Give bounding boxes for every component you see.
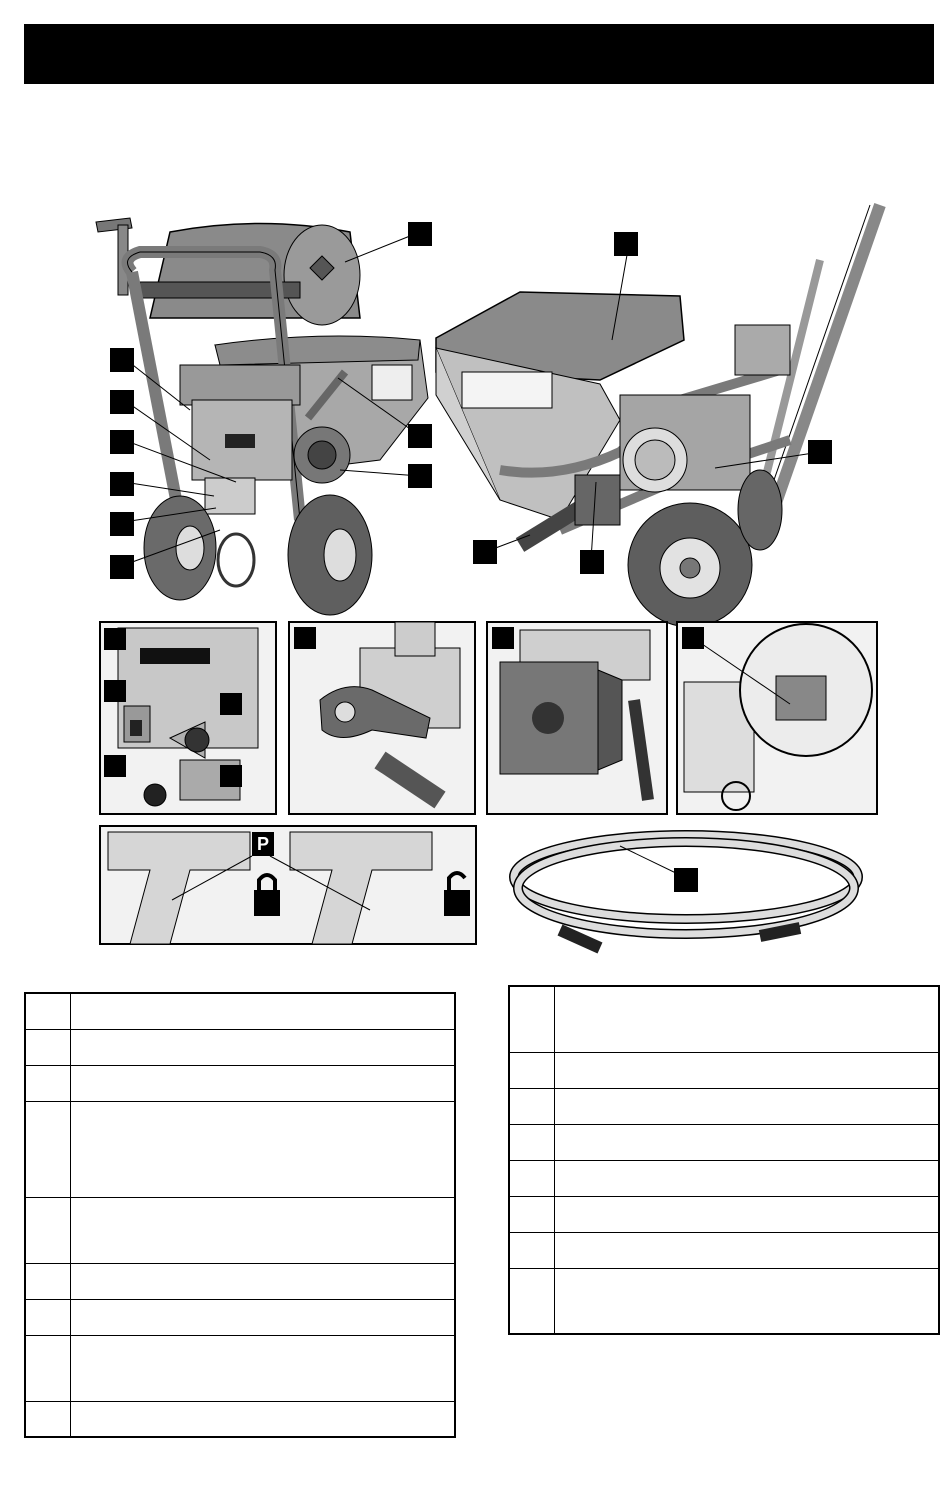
inset-valve-lever xyxy=(289,622,475,814)
right-machine-illustration xyxy=(436,205,880,627)
item-description xyxy=(555,1232,940,1268)
item-number xyxy=(509,1232,555,1268)
item-description xyxy=(71,1197,456,1263)
callout-marker xyxy=(580,550,604,574)
item-description xyxy=(555,1160,940,1196)
callout-marker xyxy=(220,693,242,715)
callout-marker xyxy=(408,464,432,488)
item-description xyxy=(71,1263,456,1299)
callout-marker xyxy=(110,555,134,579)
table-row xyxy=(509,1052,939,1088)
item-number xyxy=(25,1065,71,1101)
item-number xyxy=(25,1101,71,1197)
item-description xyxy=(555,1052,940,1088)
item-number xyxy=(509,986,555,1052)
item-number xyxy=(509,1160,555,1196)
item-description xyxy=(71,1335,456,1401)
callout-marker xyxy=(674,868,698,892)
item-number xyxy=(509,1196,555,1232)
item-description xyxy=(71,1065,456,1101)
table-row xyxy=(25,1263,455,1299)
table-row xyxy=(25,1197,455,1263)
inset-control-panel xyxy=(100,622,276,814)
item-description xyxy=(555,1088,940,1124)
callout-marker xyxy=(614,232,638,256)
left-machine-illustration xyxy=(96,218,428,615)
table-row xyxy=(509,1268,939,1334)
item-number xyxy=(509,1052,555,1088)
callout-marker xyxy=(682,627,704,649)
item-number xyxy=(509,1088,555,1124)
item-description xyxy=(555,1268,940,1334)
item-number xyxy=(25,1029,71,1065)
p-label: P xyxy=(256,834,270,854)
callout-marker xyxy=(104,755,126,777)
item-number xyxy=(25,1401,71,1437)
callout-marker xyxy=(110,472,134,496)
table-row xyxy=(25,1101,455,1197)
item-description xyxy=(71,1401,456,1437)
table-row xyxy=(25,1335,455,1401)
item-description xyxy=(71,1101,456,1197)
callout-marker xyxy=(408,222,432,246)
callout-marker xyxy=(220,765,242,787)
table-row xyxy=(509,1160,939,1196)
callout-marker xyxy=(408,424,432,448)
item-number xyxy=(25,1263,71,1299)
table-row xyxy=(25,1299,455,1335)
table-row xyxy=(509,986,939,1052)
item-number xyxy=(509,1124,555,1160)
inset-filter-cover xyxy=(487,622,667,814)
inset-screen-detail xyxy=(677,622,877,814)
table-row xyxy=(25,1065,455,1101)
item-description xyxy=(71,993,456,1029)
item-number xyxy=(25,1197,71,1263)
right-parts-table xyxy=(508,985,940,1335)
callout-marker xyxy=(473,540,497,564)
item-number xyxy=(509,1268,555,1334)
callout-marker xyxy=(808,440,832,464)
table-row xyxy=(509,1088,939,1124)
table-row xyxy=(25,1029,455,1065)
table-row xyxy=(509,1196,939,1232)
callout-marker xyxy=(492,627,514,649)
item-description xyxy=(71,1029,456,1065)
item-description xyxy=(71,1299,456,1335)
table-row xyxy=(25,1401,455,1437)
item-number xyxy=(25,1299,71,1335)
table-row xyxy=(25,993,455,1029)
callout-marker xyxy=(110,430,134,454)
hose-illustration xyxy=(514,835,858,948)
callout-marker xyxy=(294,627,316,649)
callout-marker xyxy=(110,348,134,372)
item-description xyxy=(555,1196,940,1232)
left-parts-table xyxy=(24,992,456,1438)
item-number xyxy=(25,1335,71,1401)
callout-marker xyxy=(104,680,126,702)
callout-marker xyxy=(104,628,126,650)
item-description xyxy=(555,1124,940,1160)
table-row xyxy=(509,1124,939,1160)
inset-gun-lock xyxy=(100,826,476,944)
table-row xyxy=(509,1232,939,1268)
callout-marker xyxy=(110,390,134,414)
item-description xyxy=(555,986,940,1052)
callout-marker xyxy=(110,512,134,536)
item-number xyxy=(25,993,71,1029)
